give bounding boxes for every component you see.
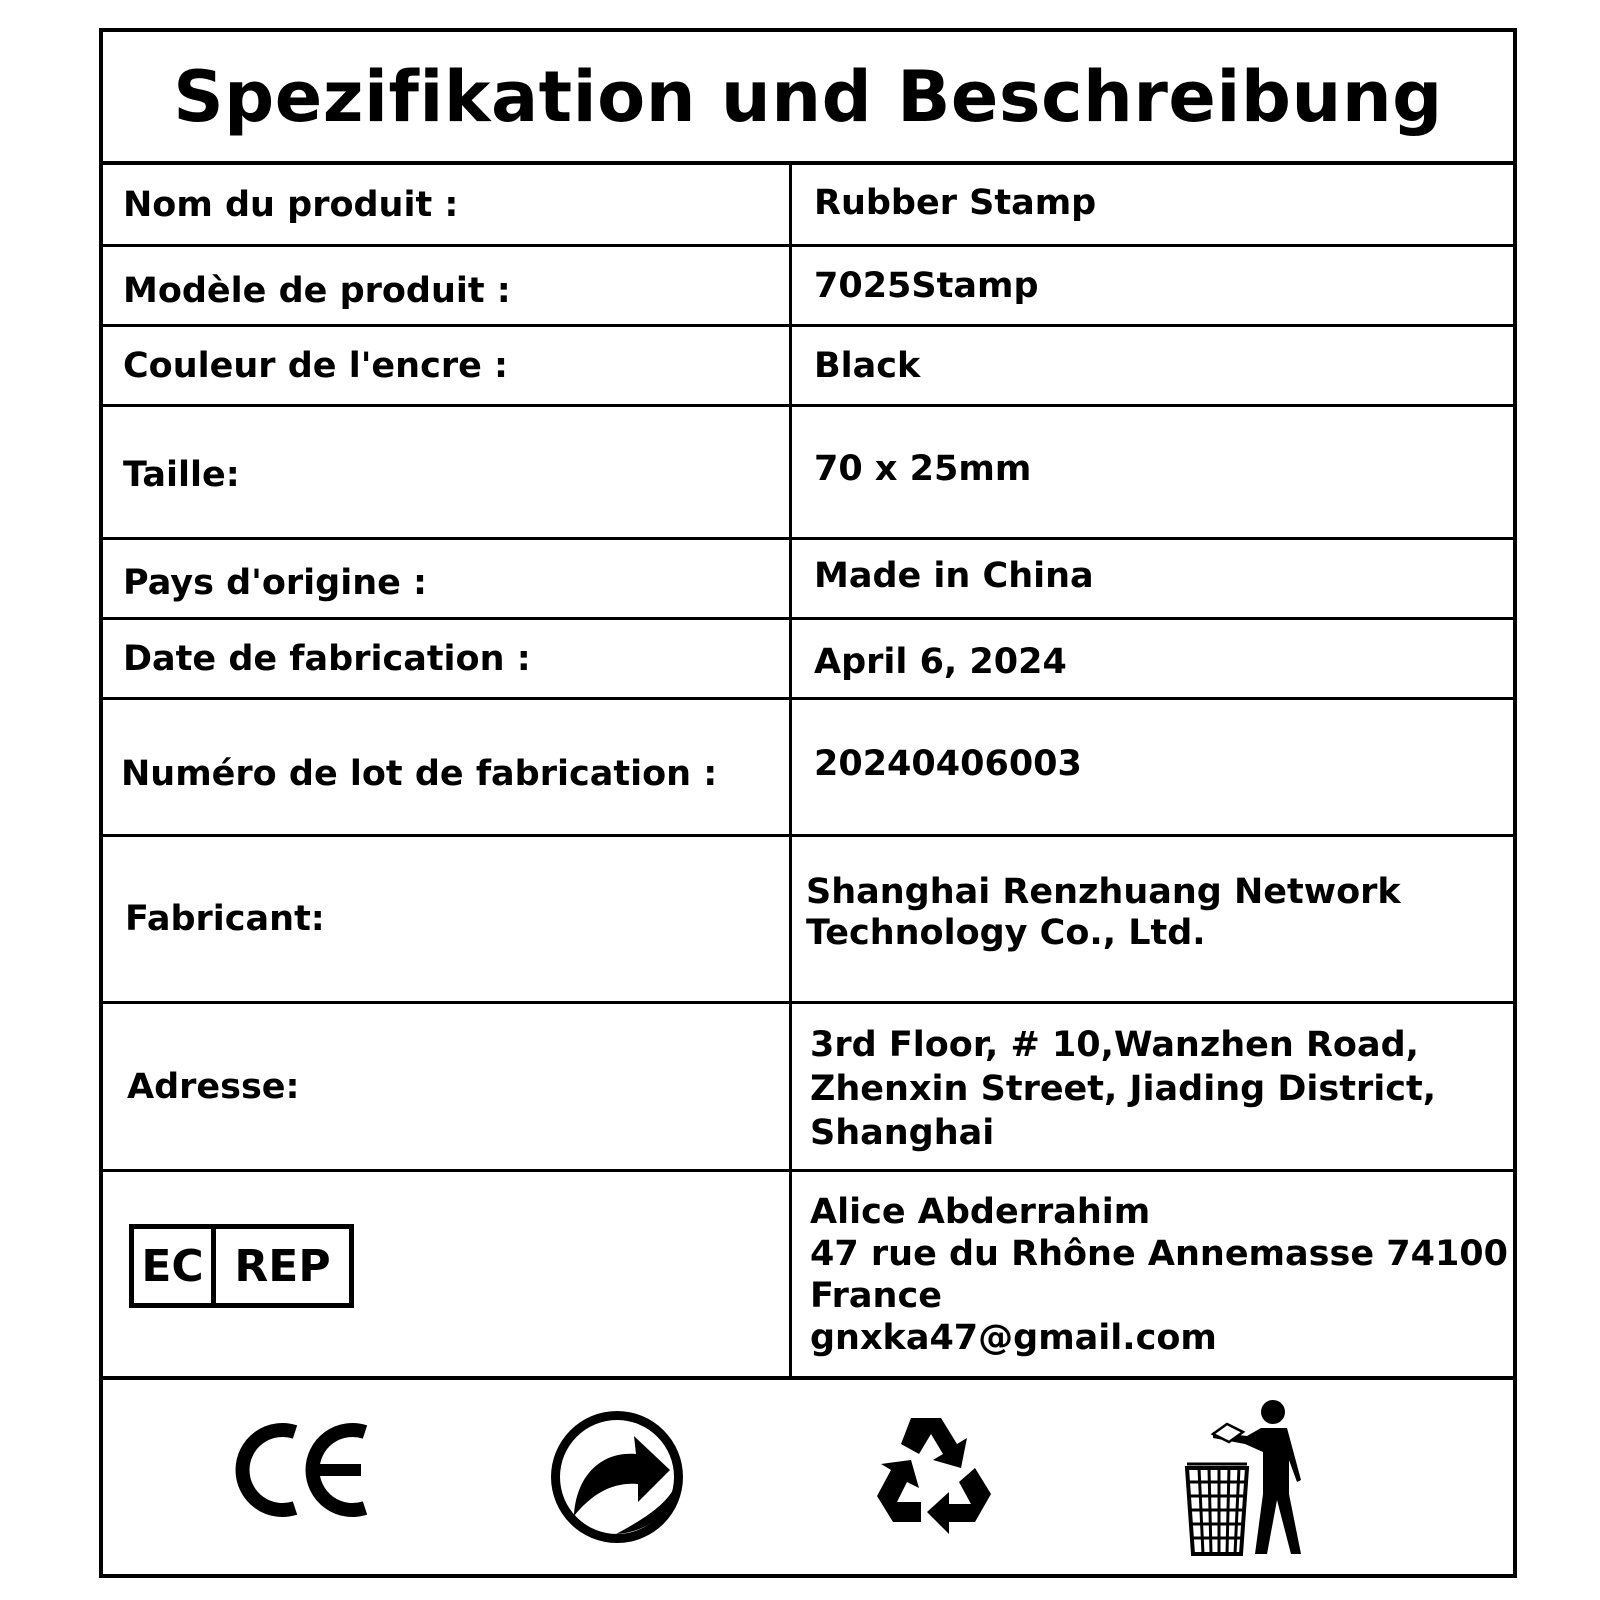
- value-line: 70 x 25mm: [814, 449, 1032, 489]
- row-value: [792, 165, 1513, 244]
- row-value: [792, 327, 1513, 404]
- recycle-icon: [871, 1410, 1001, 1540]
- page-title: Spezifikation und Beschreibung: [103, 32, 1513, 165]
- ec-rep-email: gnxka47@gmail.com: [810, 1318, 1217, 1358]
- row-product-name: [103, 165, 1513, 247]
- row-ec-rep: [103, 1172, 1513, 1380]
- ec-rep-badge-left: EC: [134, 1229, 216, 1303]
- row-address: [103, 1004, 1513, 1172]
- row-label: Fabricant:: [103, 837, 792, 1001]
- row-label: Nom du produit :: [103, 165, 792, 244]
- value-line: 20240406003: [814, 744, 1082, 784]
- value-line: Rubber Stamp: [814, 183, 1097, 223]
- row-value: [792, 700, 1513, 834]
- value-line: Shanghai Renzhuang Network: [806, 872, 1401, 912]
- ec-rep-badge: [129, 1224, 354, 1308]
- value-line: 3rd Floor, # 10,Wanzhen Road,: [810, 1024, 1419, 1065]
- green-dot-icon: [546, 1406, 688, 1548]
- row-label: Modèle de produit :: [103, 247, 792, 324]
- row-value: [792, 837, 1513, 1001]
- row-label: Pays d'origine :: [103, 540, 792, 617]
- value-line: Shanghai: [810, 1112, 995, 1153]
- ec-rep-contact: [792, 1172, 1513, 1376]
- value-line: Technology Co., Ltd.: [806, 913, 1206, 953]
- value-line: Zhenxin Street, Jiading District,: [810, 1068, 1437, 1109]
- ec-rep-country: France: [810, 1276, 942, 1316]
- value-line: Made in China: [814, 556, 1094, 596]
- value-line: Black: [814, 345, 921, 386]
- row-value: [792, 407, 1513, 537]
- row-lot-number: [103, 700, 1513, 837]
- value-line: 7025Stamp: [814, 265, 1039, 306]
- compliance-symbols: [103, 1380, 1513, 1578]
- row-value: [792, 247, 1513, 324]
- ce-mark-icon: [233, 1420, 373, 1520]
- ec-rep-badge-right: REP: [234, 1240, 331, 1292]
- row-value: [792, 620, 1513, 697]
- row-product-model: [103, 247, 1513, 327]
- row-label: Couleur de l'encre :: [103, 327, 792, 404]
- value-line: April 6, 2024: [814, 641, 1067, 682]
- ec-rep-street: 47 rue du Rhône Annemasse 74100: [810, 1234, 1509, 1274]
- ec-rep-name: Alice Abderrahim: [810, 1192, 1151, 1232]
- row-manufacturer: [103, 837, 1513, 1004]
- row-size: [103, 407, 1513, 540]
- tidyman-icon: [1183, 1398, 1313, 1558]
- row-label: Numéro de lot de fabrication :: [103, 700, 792, 834]
- row-ink-color: [103, 327, 1513, 407]
- row-origin: [103, 540, 1513, 620]
- row-label: Date de fabrication :: [103, 620, 792, 697]
- row-value: [792, 1004, 1513, 1169]
- row-label: Taille:: [103, 407, 792, 537]
- row-manufacture-date: [103, 620, 1513, 700]
- row-label: Adresse:: [103, 1004, 792, 1169]
- row-value: [792, 540, 1513, 617]
- ec-rep-cell: [103, 1172, 792, 1376]
- spec-label: [99, 28, 1517, 1578]
